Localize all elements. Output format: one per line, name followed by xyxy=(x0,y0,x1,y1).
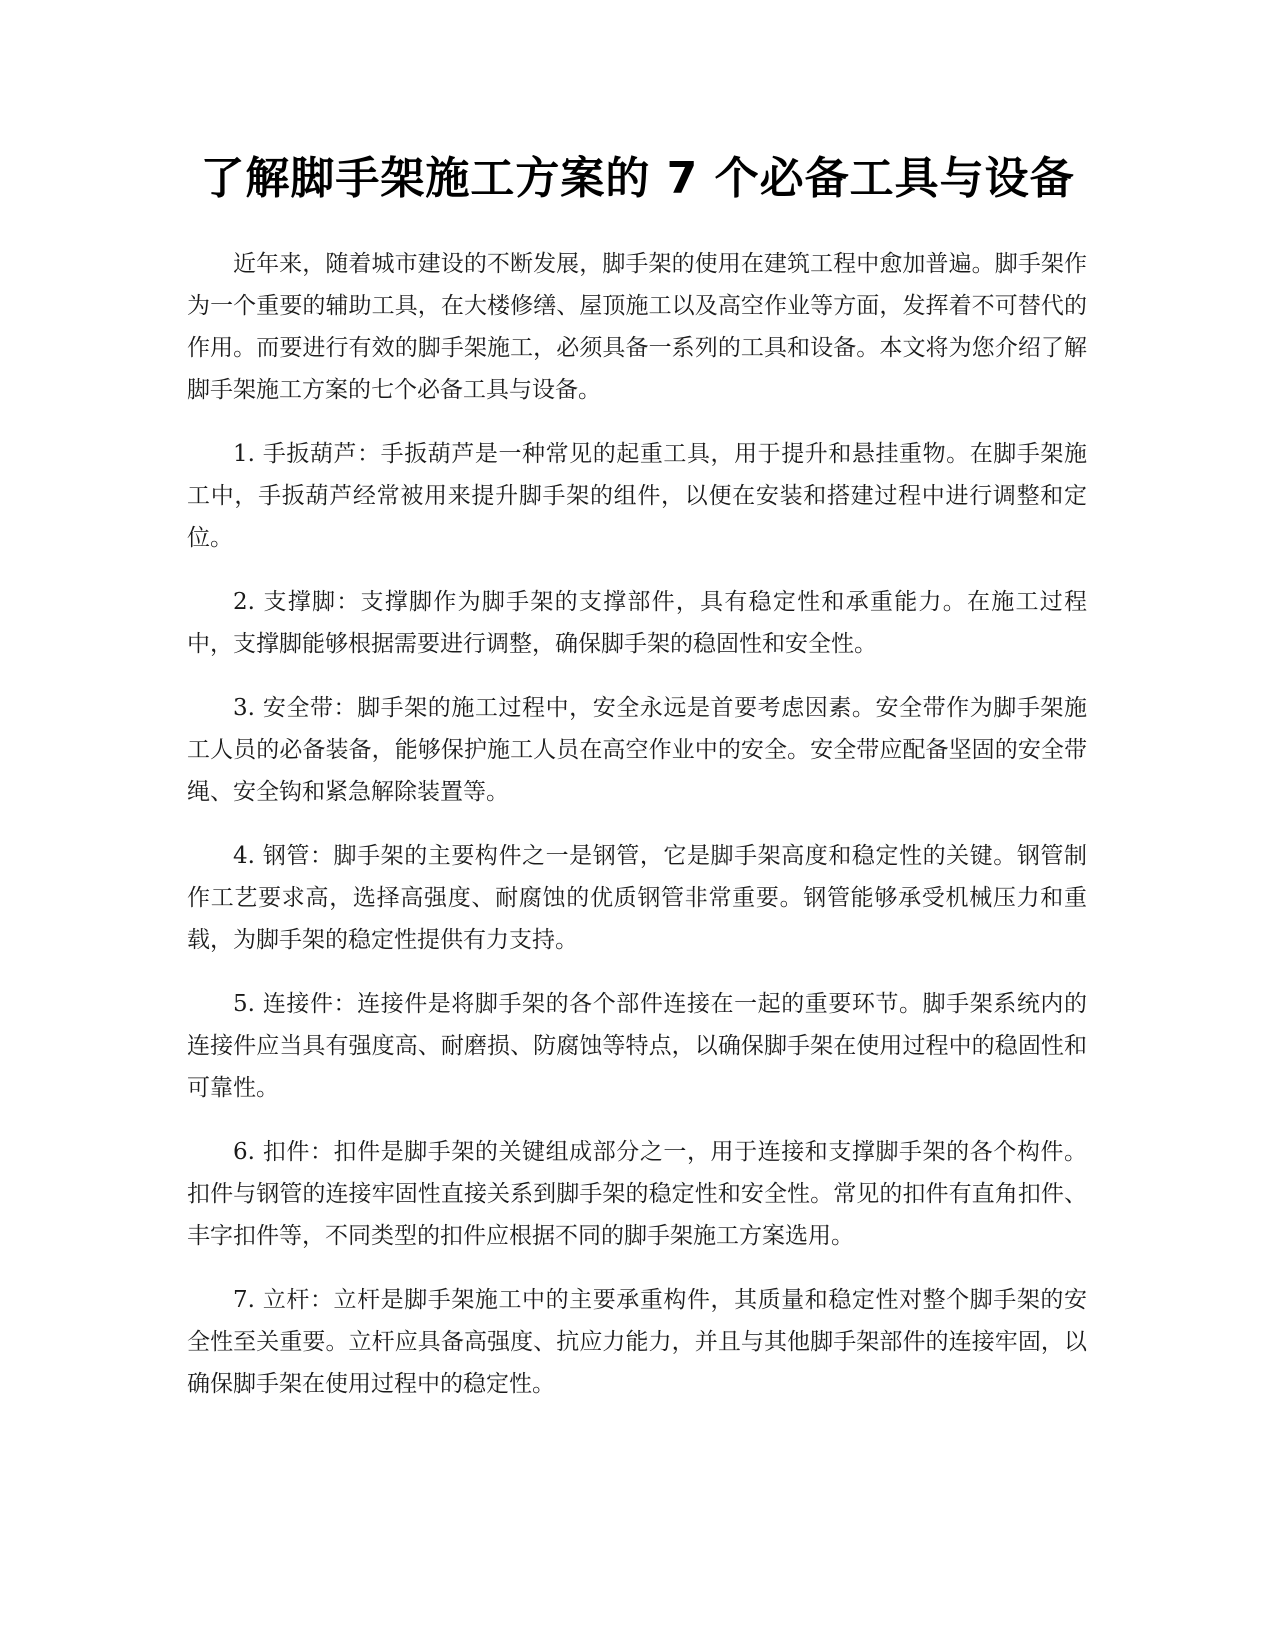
document-body xyxy=(187,243,1087,1427)
item-paragraph-7: 7. 立杆：立杆是脚手架施工中的主要承重构件，其质量和稳定性对整个脚手架的安全性至关重要。立杆应具备高强度、抗应力能力，并且与其他脚手架部件的连接牢固，以确保脚手架在使用过程中的稳定性。 xyxy=(187,1287,1087,1397)
item-paragraph-4: 4. 钢管：脚手架的主要构件之一是钢管，它是脚手架高度和稳定性的关键。钢管制作工艺要求高，选择高强度、耐腐蚀的优质钢管非常重要。钢管能够承受机械压力和重载，为脚手架的稳定性提供有力支持。 xyxy=(187,843,1087,953)
document-title: 了解脚手架施工方案的 7 个必备工具与设备 xyxy=(200,153,1075,204)
item-paragraph-3: 3. 安全带：脚手架的施工过程中，安全永远是首要考虑因素。安全带作为脚手架施工人员的必备装备，能够保护施工人员在高空作业中的安全。安全带应配备坚固的安全带绳、安全钩和紧急解除装置等。 xyxy=(187,695,1087,805)
item-paragraph-5: 5. 连接件：连接件是将脚手架的各个部件连接在一起的重要环节。脚手架系统内的连接件应当具有强度高、耐磨损、防腐蚀等特点，以确保脚手架在使用过程中的稳固性和可靠性。 xyxy=(187,991,1087,1101)
item-paragraph-2: 2. 支撑脚：支撑脚作为脚手架的支撑部件，具有稳定性和承重能力。在施工过程中，支撑脚能够根据需要进行调整，确保脚手架的稳固性和安全性。 xyxy=(187,589,1087,657)
item-paragraph-6: 6. 扣件：扣件是脚手架的关键组成部分之一，用于连接和支撑脚手架的各个构件。扣件与钢管的连接牢固性直接关系到脚手架的稳定性和安全性。常见的扣件有直角扣件、丰字扣件等，不同类型的扣件应根据不同的脚手架施工方案选用。 xyxy=(187,1139,1087,1249)
item-paragraph-1: 1. 手扳葫芦：手扳葫芦是一种常见的起重工具，用于提升和悬挂重物。在脚手架施工中，手扳葫芦经常被用来提升脚手架的组件，以便在安装和搭建过程中进行调整和定位。 xyxy=(187,441,1087,551)
intro-paragraph: 近年来，随着城市建设的不断发展，脚手架的使用在建筑工程中愈加普遍。脚手架作为一个重要的辅助工具，在大楼修缮、屋顶施工以及高空作业等方面，发挥着不可替代的作用。而要进行有效的脚手架施工，必须具备一系列的工具和设备。本文将为您介绍了解脚手架施工方案的七个必备工具与设备。 xyxy=(187,251,1087,403)
